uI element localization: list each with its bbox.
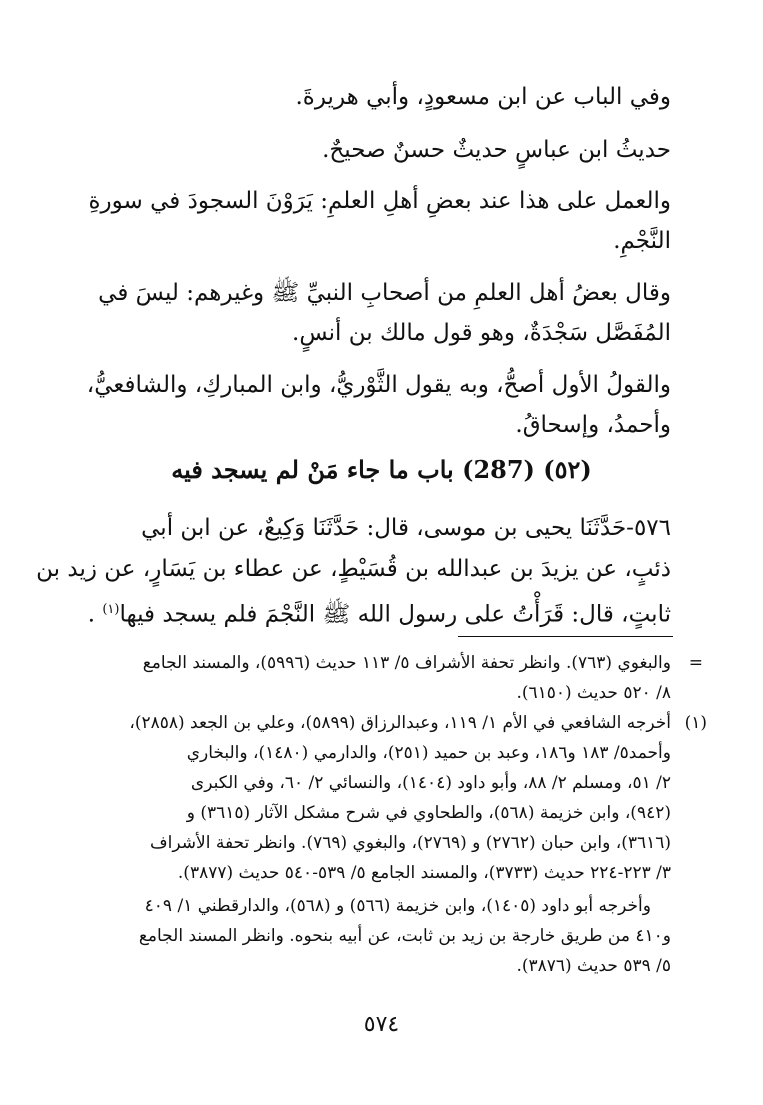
- footnote-line: أخرجه الشافعي في الأم ١/ ١١٩، وعبدالرزاق (٥٨٩٩)، وعلي بن الجعد (٢٨٥٨)،: [129, 713, 671, 733]
- footnote-line: ٥/ ٥٣٩ حديث (٣٨٧٦).: [516, 956, 671, 976]
- section-heading: (٥٢) (287) باب ما جاء مَنْ لم يسجد فيه: [171, 455, 592, 484]
- line-end-period: .: [87, 601, 103, 628]
- hadith-line: ٥٧٦-حَدَّثَنَا يحيى بن موسى، قال: حَدَّثَنَا وَكِيعٌ، عن ابن أبي: [141, 515, 671, 541]
- text-line: وقال بعضُ أهل العلمِ من أصحابِ النبيِّ ﷺ وغيرهم: ليسَ في: [98, 280, 671, 306]
- footnote-number: (١): [684, 713, 707, 733]
- hadith-line: ذئبٍ، عن يزيدَ بن عبدالله بن قُسَيْطٍ، عن عطاء بن يَسَارٍ، عن زيد بن: [36, 556, 671, 582]
- hadith-line: [88, 595, 671, 630]
- footnote-line: وأحمد٥/ ١٨٣ و١٨٦، وعبد بن حميد (٢٥١)، والدارمي (١٤٨٠)، والبخاري: [186, 743, 671, 763]
- text-line: المُفَصَّل سَجْدَةٌ، وهو قول مالك بن أنسٍ.: [292, 320, 671, 346]
- text-line: حديثُ ابن عباسٍ حديثٌ حسنٌ صحيحٌ.: [322, 137, 671, 163]
- footnote-reference: (١): [102, 602, 120, 617]
- text-line: والقولُ الأول أصحُّ، وبه يقول الثَّوْريُّ، وابن المباركِ، والشافعيُّ،: [86, 372, 671, 398]
- footnote-line: (٣٦١٦)، وابن حبان (٢٧٦٢) و (٢٧٦٩)، والبغوي (٧٦٩). وانظر تحفة الأشراف: [150, 833, 671, 853]
- footnote-line: و٤١٠ من طريق خارجة بن زيد بن ثابت، عن أبيه بنحوه. وانظر المسند الجامع: [138, 926, 671, 946]
- footnote-line: (٩٤٢)، وابن خزيمة (٥٦٨)، والطحاوي في شرح مشكل الآثار (٣٦١٥) و: [186, 803, 671, 823]
- hadith-line-text: ثابتٍ، قال: قَرَأْتُ على رسول الله ﷺ النَّجْمَ فلم يسجد فيها: [119, 601, 671, 628]
- footnote-separator: [458, 636, 673, 637]
- footnote-line: ٨/ ٥٢٠ حديث (٦١٥٠).: [516, 683, 671, 703]
- text-line: والعمل على هذا عند بعضِ أهلِ العلمِ: يَرَوْنَ السجودَ في سورةِ: [88, 188, 671, 214]
- footnote-line: ٢/ ٥١، ومسلم ٢/ ٨٨، وأبو داود (١٤٠٤)، والنسائي ٢/ ٦٠، وفي الكبرى: [190, 773, 671, 793]
- continuation-marker: =: [688, 653, 703, 673]
- footnote-line: ٣/ ٢٢٣-٢٢٤ حديث (٣٧٣٣)، والمسند الجامع ٥/ ٥٣٩-٥٤٠ حديث (٣٨٧٧).: [177, 863, 671, 883]
- footnote-line: والبغوي (٧٦٣). وانظر تحفة الأشراف ٥/ ١١٣ حديث (٥٩٩٦)، والمسند الجامع: [142, 653, 671, 673]
- text-line: وفي الباب عن ابن مسعودٍ، وأبي هريرةَ.: [295, 84, 671, 110]
- text-line: وأحمدُ، وإسحاقُ.: [515, 412, 671, 438]
- page-number: ٥٧٤: [363, 1012, 400, 1037]
- footnote-line: وأخرجه أبو داود (١٤٠٥)، وابن خزيمة (٥٦٦) و (٥٦٨)، والدارقطني ١/ ٤٠٩: [144, 896, 651, 916]
- text-line: النَّجْمِ.: [613, 228, 671, 254]
